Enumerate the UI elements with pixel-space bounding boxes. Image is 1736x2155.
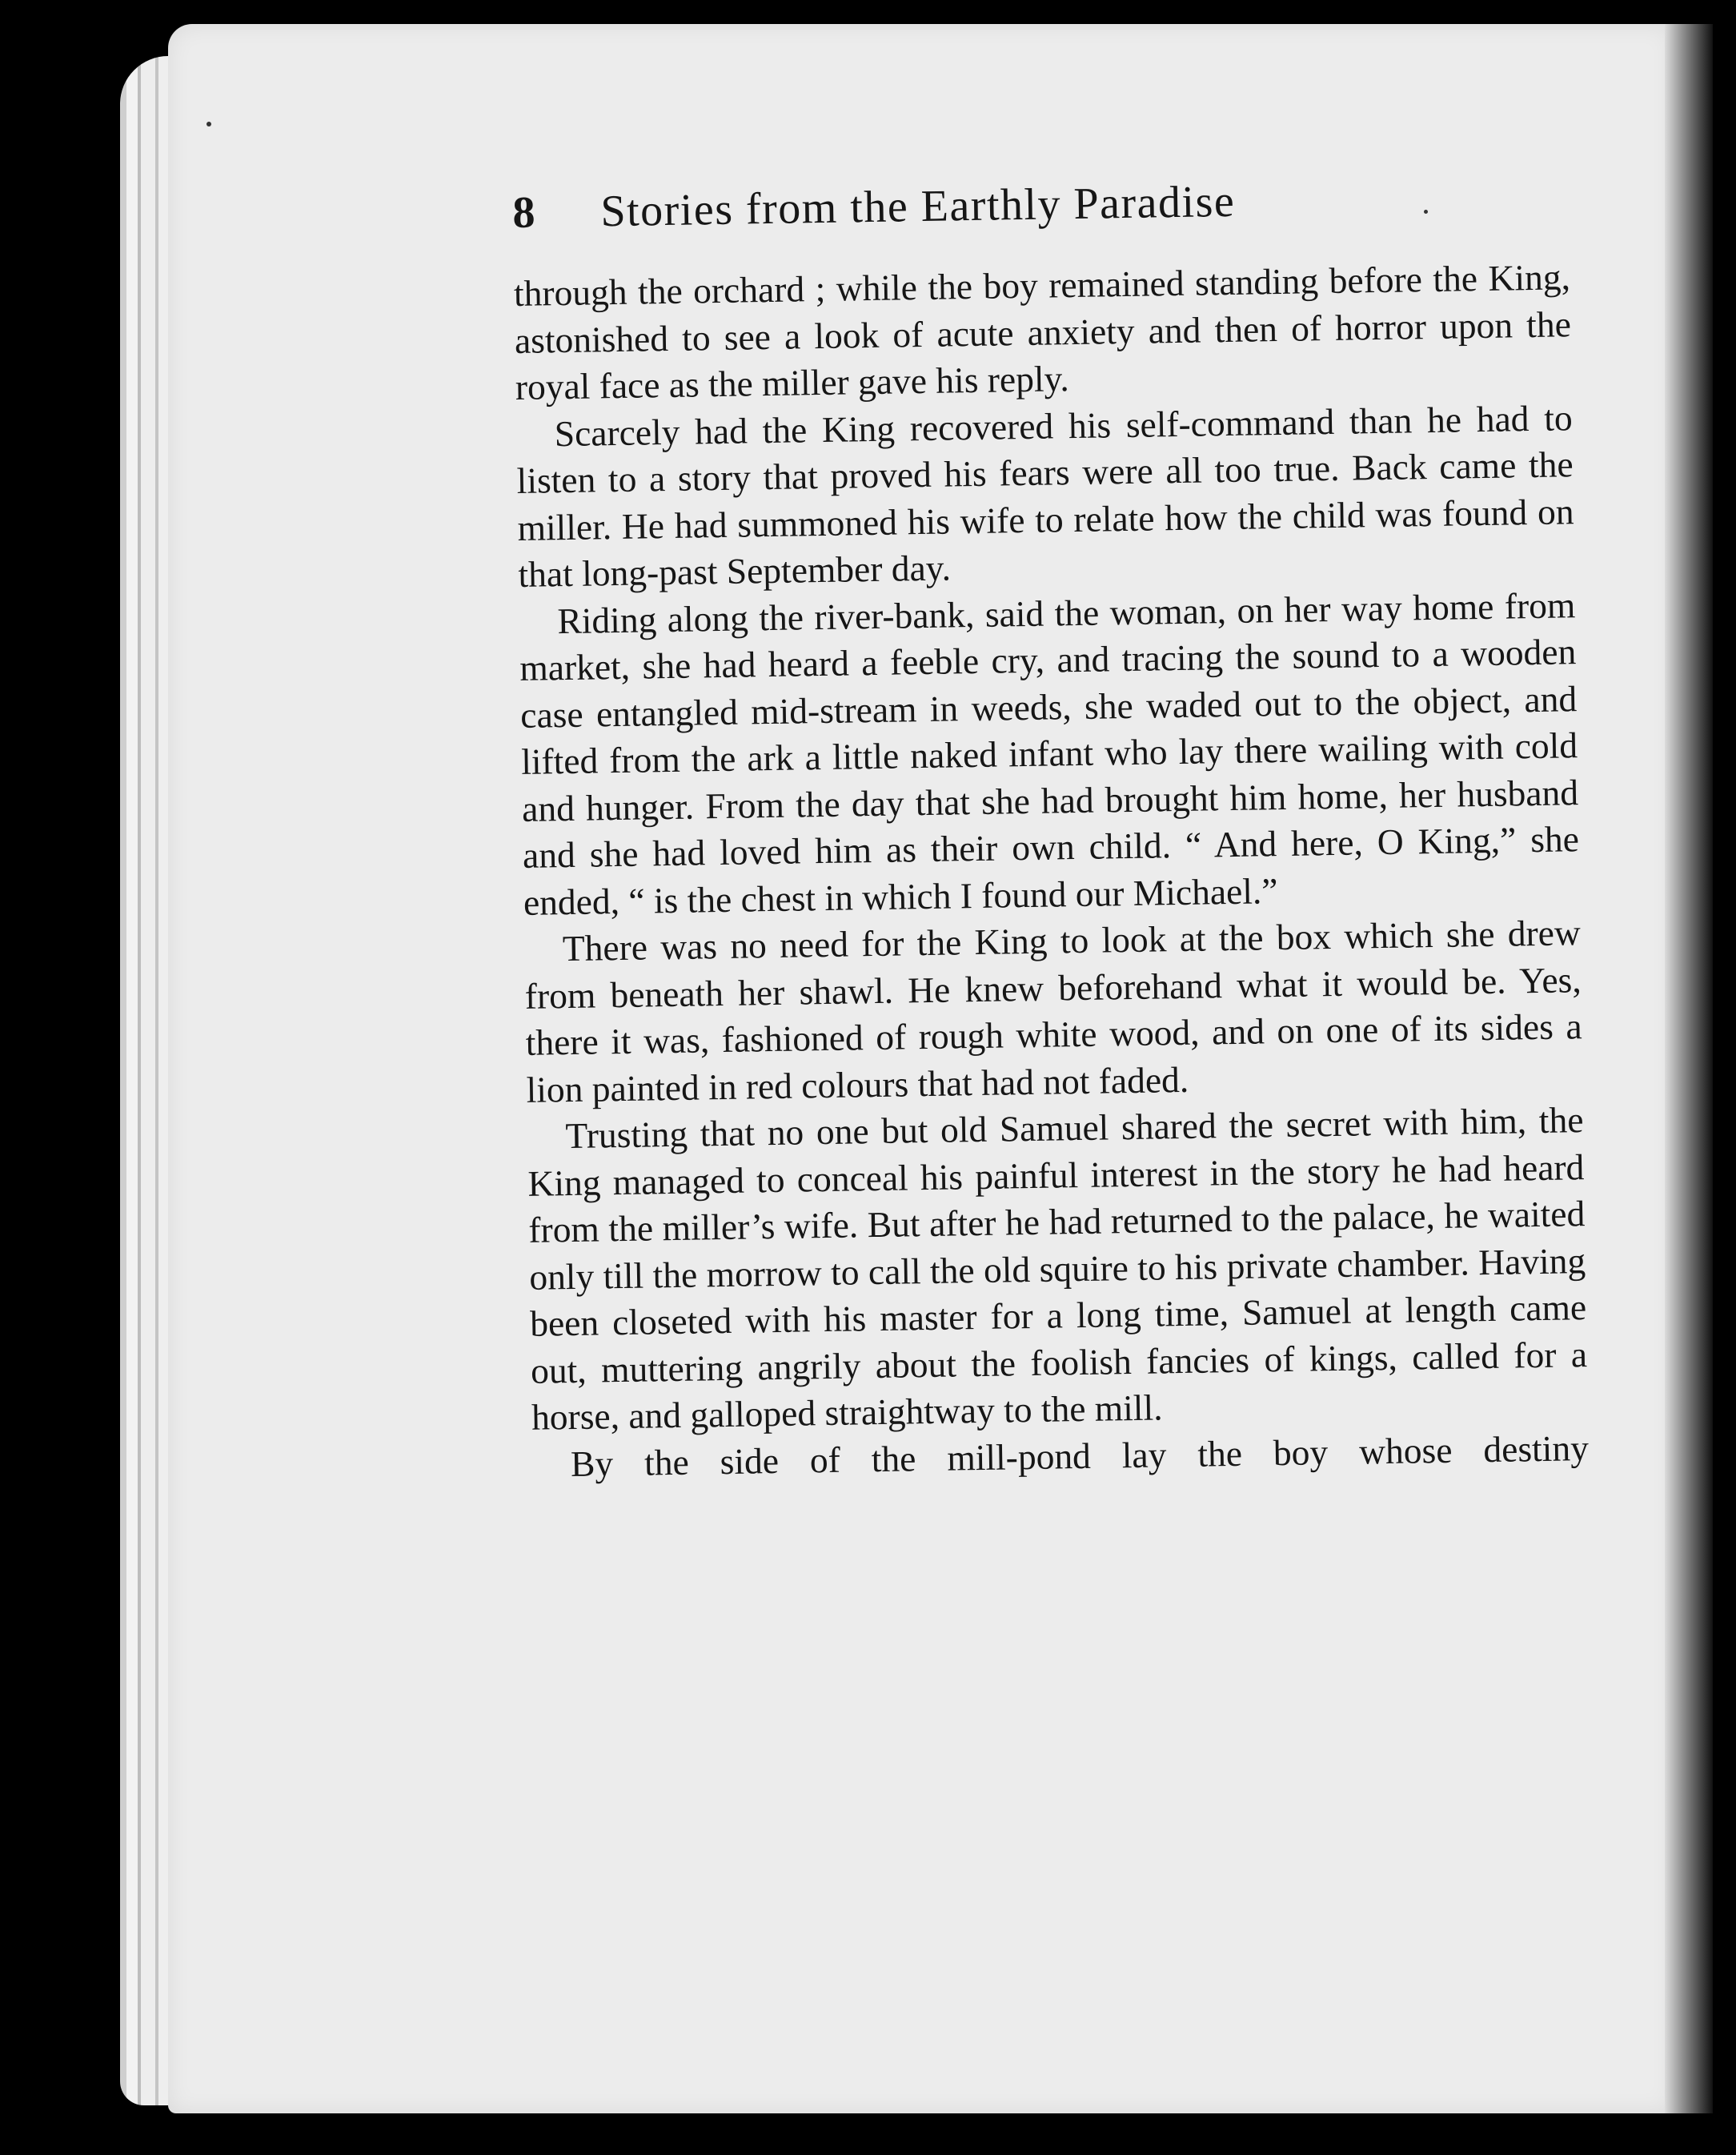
book-binding-shadow [1665, 24, 1713, 2113]
paragraph: Scarcely had the King recovered his self-command than he had to listen to a story that proved his fears were all too true. Back came the miller. He had summoned his wife to relate how the child was found on that long-past September day. [516, 396, 1574, 595]
paragraph: Riding along the river-bank, said the woman, on her way home from market, she had heard a feeble cry, and tracing the sound to a wooden case entangled mid-stream in weeds, she waded out to the object, and lifted from the ark a little naked infant who lay there wailing with cold and hunger. From the day that she had brought him home, her husband and she had loved him as their own child. “ And here, O King,” she ended, “ is the chest in which I found our Michael.” [519, 584, 1580, 923]
print-speck [206, 122, 211, 126]
paragraph: Trusting that no one but old Samuel shared the secret with him, the King managed to conceal his painful interest in the story he had heard from the miller’s wife. But after he had returned to the palace, he waited only till the morrow to call the old squire to his private chamber. Having been closeted with his master for a long time, Samuel at length came out, muttering angrily about the foolish fancies of kings, called for a horse, and galloped straightway to the mill. [527, 1099, 1588, 1438]
paragraph: through the orchard ; while the boy remained standing before the King, astonished to see a look of acute anxiety and then of horror upon the royal face as the miller gave his reply. [513, 256, 1572, 407]
paragraph: By the side of the mill-pond lay the boy whose destiny [570, 1427, 1590, 1484]
page-text [512, 174, 1589, 1488]
page-number: 8 [511, 187, 536, 238]
running-title: Stories from the Earthly Paradise [599, 176, 1236, 237]
paragraph: There was no need for the King to look at the box which she drew from beneath her shawl. He knew beforehand what it would be. Yes, there it was, fashioned of rough white wood, and on one of its sides a lion painted in red colours that had not faded. [524, 912, 1582, 1110]
